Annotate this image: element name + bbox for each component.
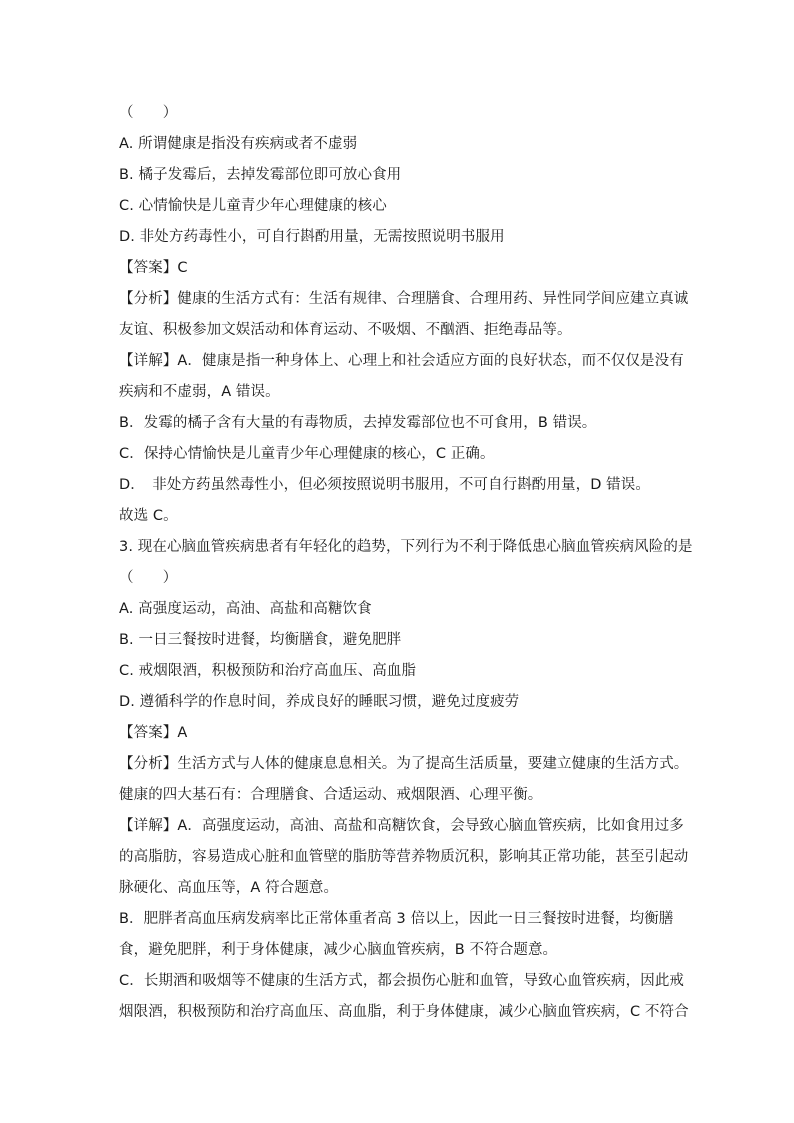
- option-c: C. 戒烟限酒，积极预防和治疗高血压、高血脂: [119, 663, 417, 679]
- option-a: A. 所谓健康是指没有疾病或者不虚弱: [119, 136, 358, 152]
- question-bracket: （ ）: [119, 570, 178, 586]
- option-b: B. 橘子发霉后，去掉发霉部位即可放心食用: [119, 167, 402, 183]
- explanation-line: 食，避免肥胖，利于身体健康，减少心脑血管疾病，B 不符合题意。: [119, 942, 558, 958]
- explanation-line: C．保持心情愉快是儿童青少年心理健康的核心，C 正确。: [119, 446, 495, 462]
- question-bracket: （ ）: [119, 105, 178, 121]
- answer-line: 【答案】A: [119, 725, 188, 741]
- analysis-line: 【分析】生活方式与人体的健康息息相关。为了提高生活质量，要建立健康的生活方式。: [119, 756, 689, 772]
- analysis-line: 【分析】健康的生活方式有：生活有规律、合理膳食、合理用药、异性同学间应建立真诚: [119, 291, 689, 307]
- option-d: D. 遵循科学的作息时间，养成良好的睡眠习惯，避免过度疲劳: [119, 694, 520, 710]
- explanation-line: 疾病和不虚弱，A 错误。: [119, 384, 280, 400]
- analysis-line: 健康的四大基石有：合理膳食、合适运动、戒烟限酒、心理平衡。: [119, 787, 543, 803]
- explanation-line: 烟限酒，积极预防和治疗高血压、高血脂，利于身体健康，减少心脑血管疾病，C 不符合: [119, 1004, 689, 1020]
- explanation-line: 的高脂肪，容易造成心脏和血管壁的脂肪等营养物质沉积，影响其正常功能，甚至引起动: [119, 849, 689, 865]
- explanation-line: 【详解】A．高强度运动，高油、高盐和高糖饮食，会导致心脑血管疾病，比如食用过多: [119, 818, 684, 834]
- explanation-line: C．长期酒和吸烟等不健康的生活方式，都会损伤心脏和血管，导致心血管疾病，因此戒: [119, 973, 685, 989]
- explanation-line: 【详解】A．健康是指一种身体上、心理上和社会适应方面的良好状态，而不仅仅是没有: [119, 353, 684, 369]
- explanation-line: B．肥胖者高血压病发病率比正常体重者高 3 倍以上，因此一日三餐按时进餐，均衡膳: [119, 911, 674, 927]
- option-a: A. 高强度运动，高油、高盐和高糖饮食: [119, 601, 372, 617]
- question-3-stem: 3. 现在心脑血管疾病患者有年轻化的趋势，下列行为不利于降低患心脑血管疾病风险的是: [119, 539, 693, 555]
- explanation-line: D． 非处方药虽然毒性小，但必须按照说明书服用，不可自行斟酌用量，D 错误。: [119, 477, 650, 493]
- answer-line: 【答案】C: [119, 260, 188, 276]
- option-c: C. 心情愉快是儿童青少年心理健康的核心: [119, 198, 387, 214]
- explanation-line: B．发霉的橘子含有大量的有毒物质，去掉发霉部位也不可食用，B 错误。: [119, 415, 597, 431]
- analysis-line: 友谊、积极参加文娱活动和体育运动、不吸烟、不酗酒、拒绝毒品等。: [119, 322, 572, 338]
- explanation-line: 脉硬化、高血压等，A 符合题意。: [119, 880, 339, 896]
- conclusion-line: 故选 C。: [119, 508, 178, 524]
- option-d: D. 非处方药毒性小，可自行斟酌用量，无需按照说明书服用: [119, 229, 505, 245]
- option-b: B. 一日三餐按时进餐，均衡膳食，避免肥胖: [119, 632, 402, 648]
